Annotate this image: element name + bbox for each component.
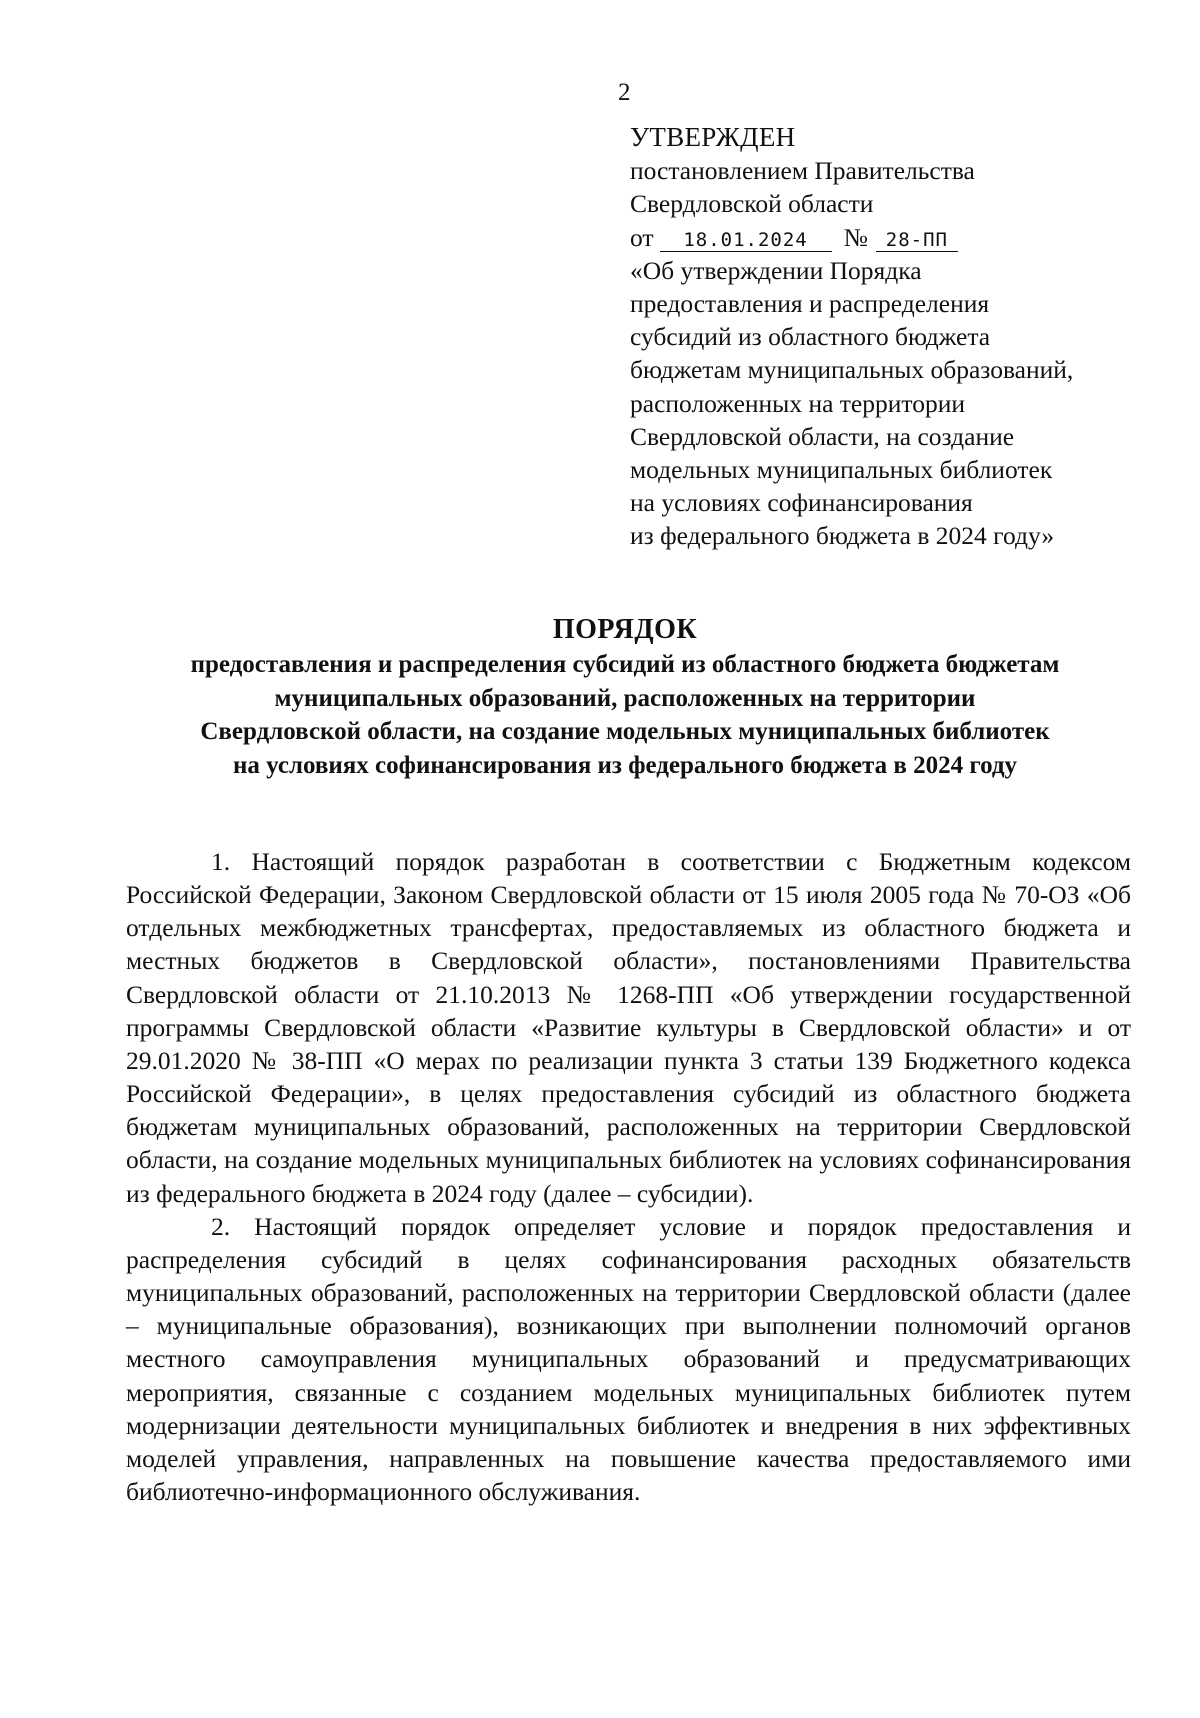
approval-title: УТВЕРЖДЕН (630, 122, 796, 152)
page-number: 2 (618, 79, 631, 106)
approval-caption-line: на условиях софинансирования (630, 488, 973, 518)
approval-block (630, 121, 1130, 553)
approval-line-1: постановлением Правительства (630, 156, 975, 186)
approval-caption-line: субсидий из областного бюджета (630, 322, 991, 352)
document-subtitle-line: муниципальных образований, расположенных на территории (274, 684, 976, 712)
approval-date-line (630, 221, 1130, 254)
paragraph-2: 2. Настоящий порядок определяет условие и порядок предоставления и распределения субсидий в целях софинансирования расходных обязательств муниципальных образований, расположенных на территории Свердловской области (далее – муниципальные образования), возникающих при выполнении полномочий органов местного самоуправления муниципальных образований и предусматривающих мероприятия, связанные с созданием модельных муниципальных библиотек путем модернизации деятельности муниципальных библиотек и внедрения в них эффективных моделей управления, направленных на повышение качества предоставляемого ими библиотечно-информационного обслуживания. (126, 1211, 1131, 1506)
number-prefix: № (843, 222, 868, 252)
date-prefix: от (630, 222, 654, 252)
approval-caption-line: расположенных на территории (630, 388, 965, 418)
paragraph-1: 1. Настоящий порядок разработан в соответствии с Бюджетным кодексом Российской Федерации, Законом Свердловской области от 15 июля 2005 года № 70-ОЗ «Об отдельных межбюджетных трансфертах, предоставляемых из областного бюджета и местных бюджетов в Свердловской области», постановлениями Правительства Свердловской области от 21.10.2013 № 1268-ПП «Об утверждении государственной программы Свердловской области «Развитие культуры в Свердловской области» и от 29.01.2020 № 38-ПП «О мерах по реализации пункта 3 статьи 139 Бюджетного кодекса Российской Федерации», в целях предоставления субсидий из областного бюджета бюджетам муниципальных образований, расположенных на территории Свердловской области, на создание модельных муниципальных библиотек на условиях софинансирования из федерального бюджета в 2024 году (далее – субсидии). (126, 847, 1131, 1208)
approval-caption-line: предоставления и распределения (630, 289, 990, 319)
approval-line-2: Свердловской области (630, 189, 874, 219)
document-subtitle-line: Свердловской области, на создание модельных муниципальных библиотек (200, 718, 1050, 745)
document-body (126, 845, 1131, 1508)
approval-caption-line: модельных муниципальных библиотек (630, 455, 1053, 485)
document-subtitle-line: на условиях софинансирования из федерального бюджета в 2024 году (232, 751, 1017, 779)
approval-date: 18.01.2024 (660, 229, 832, 252)
approval-caption-line: из федерального бюджета в 2024 году» (630, 521, 1055, 551)
approval-caption-line: бюджетам муниципальных образований, (630, 355, 1074, 385)
document-title-block (110, 612, 1140, 782)
document-title: ПОРЯДОК (552, 614, 698, 645)
approval-caption-line: Свердловской области, на создание (630, 421, 1015, 451)
document-subtitle-line: предоставления и распределения субсидий из областного бюджета бюджетам (190, 651, 1060, 678)
approval-caption-line: «Об утверждении Порядка (630, 255, 922, 285)
approval-number: 28-ПП (876, 229, 958, 252)
